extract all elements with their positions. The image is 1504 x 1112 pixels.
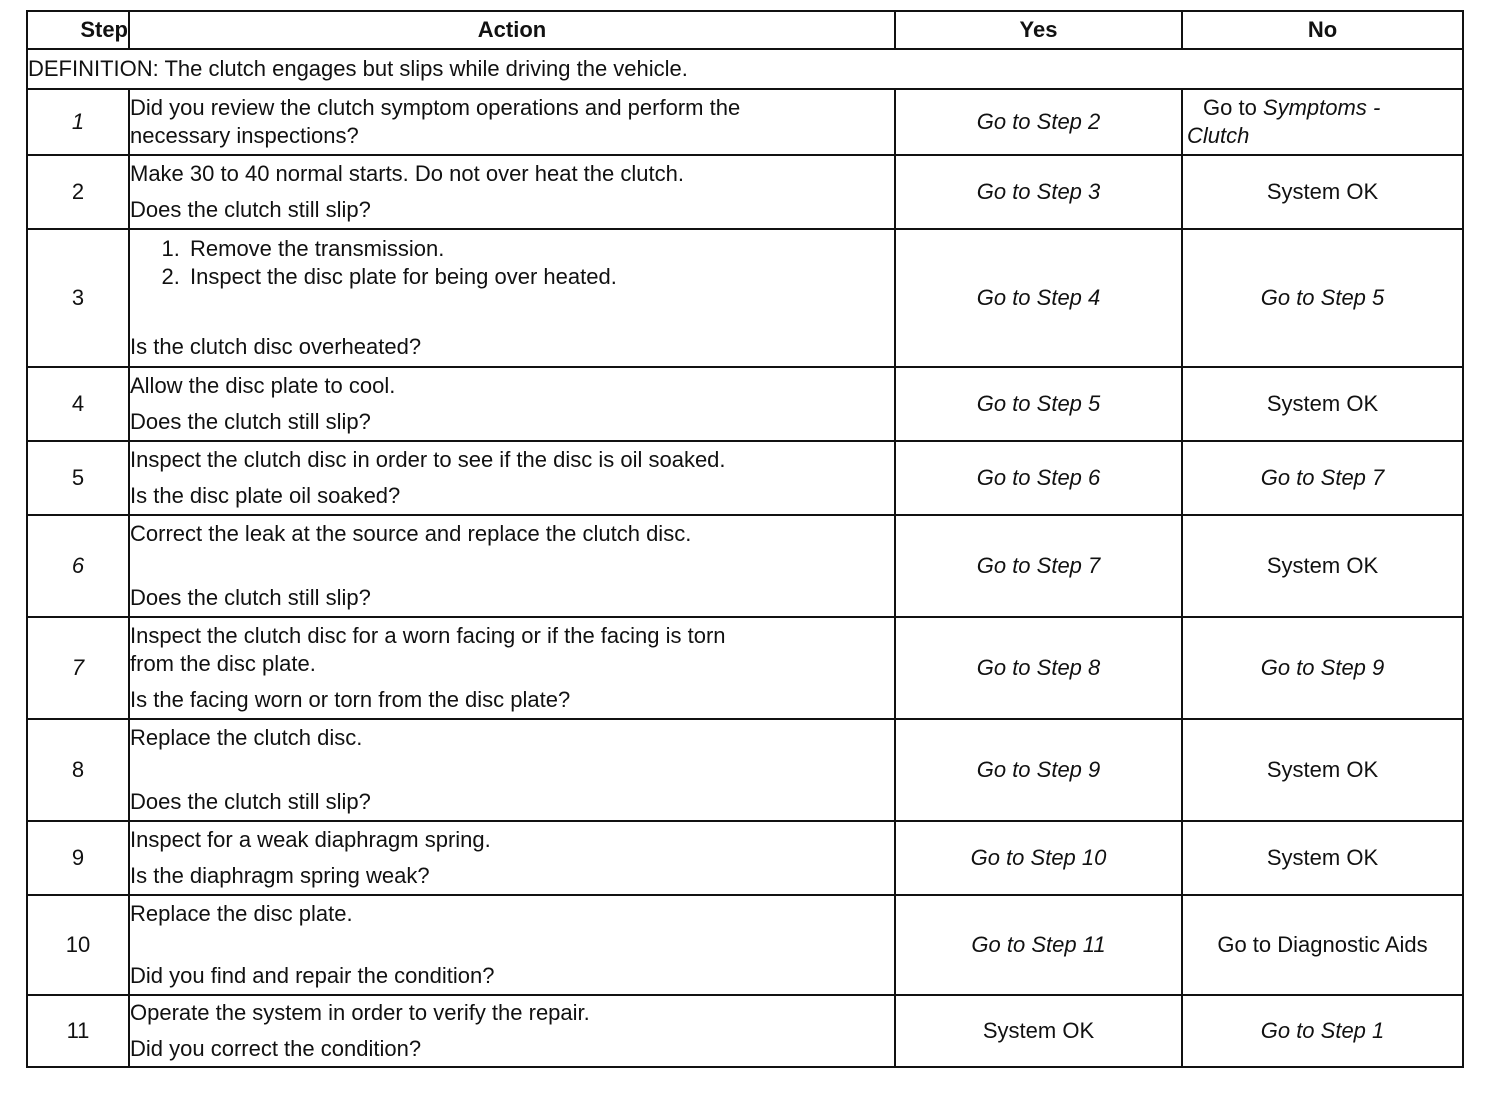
question-text: Did you find and repair the condition? xyxy=(130,963,495,988)
header-no: No xyxy=(1182,11,1463,49)
action-text: Inspect for a weak diaphragm spring. xyxy=(130,827,491,852)
step-number: 9 xyxy=(27,821,129,895)
question-text: Does the clutch still slip? xyxy=(130,585,371,610)
no-result: System OK xyxy=(1182,155,1463,229)
table-row xyxy=(27,617,1463,719)
table-row xyxy=(27,441,1463,515)
action-text: Correct the leak at the source and replace the clutch disc. xyxy=(130,521,692,546)
yes-result: Go to Step 4 xyxy=(895,229,1182,367)
action-cell xyxy=(129,89,895,155)
table-row xyxy=(27,155,1463,229)
no-result: Go to Diagnostic Aids xyxy=(1182,895,1463,995)
no-result: Go to Step 1 xyxy=(1182,995,1463,1067)
no-prefix: Go to xyxy=(1203,95,1263,120)
table-row xyxy=(27,515,1463,617)
step-number: 6 xyxy=(27,515,129,617)
no-result: System OK xyxy=(1182,719,1463,821)
table-row xyxy=(27,229,1463,367)
list-item: 2. Inspect the disc plate for being over heated. xyxy=(186,263,894,291)
action-cell xyxy=(129,895,895,995)
action-text: Inspect the clutch disc for a worn facing or if the facing is torn xyxy=(130,623,726,648)
yes-result: System OK xyxy=(895,995,1182,1067)
table-row xyxy=(27,89,1463,155)
question-text: Did you correct the condition? xyxy=(130,1036,422,1061)
step-number: 2 xyxy=(27,155,129,229)
definition-row xyxy=(27,49,1463,89)
question-text: Does the clutch still slip? xyxy=(130,789,371,814)
action-cell xyxy=(129,821,895,895)
action-cell xyxy=(129,441,895,515)
action-text: Replace the disc plate. xyxy=(130,901,353,926)
no-result: Go to Step 5 xyxy=(1182,229,1463,367)
yes-result: Go to Step 3 xyxy=(895,155,1182,229)
yes-result: Go to Step 2 xyxy=(895,89,1182,155)
definition-text: DEFINITION: The clutch engages but slips while driving the vehicle. xyxy=(27,49,1463,89)
step-number: 11 xyxy=(27,995,129,1067)
action-cell xyxy=(129,719,895,821)
action-text: Allow the disc plate to cool. xyxy=(130,373,396,398)
table-row xyxy=(27,995,1463,1067)
yes-result: Go to Step 9 xyxy=(895,719,1182,821)
action-cell xyxy=(129,155,895,229)
question-text: Does the clutch still slip? xyxy=(130,409,371,434)
step-number: 1 xyxy=(27,89,129,155)
question-text: Is the disc plate oil soaked? xyxy=(130,483,401,508)
question-text: Is the clutch disc overheated? xyxy=(130,334,422,359)
question-text: Is the facing worn or torn from the disc plate? xyxy=(130,687,571,712)
action-text: Replace the clutch disc. xyxy=(130,725,363,750)
no-result: System OK xyxy=(1182,515,1463,617)
step-number: 7 xyxy=(27,617,129,719)
action-text: Make 30 to 40 normal starts. Do not over heat the clutch. xyxy=(130,161,684,186)
header-row xyxy=(27,11,1463,49)
yes-result: Go to Step 6 xyxy=(895,441,1182,515)
no-link-text: Symptoms - xyxy=(1262,95,1381,120)
action-cell xyxy=(129,229,895,367)
table-row xyxy=(27,821,1463,895)
yes-result: Go to Step 5 xyxy=(895,367,1182,441)
yes-result: Go to Step 8 xyxy=(895,617,1182,719)
numbered-list xyxy=(130,235,894,291)
no-result: Go to Step 9 xyxy=(1182,617,1463,719)
step-number: 5 xyxy=(27,441,129,515)
table-row xyxy=(27,367,1463,441)
no-result: Go to Step 7 xyxy=(1182,441,1463,515)
step-number: 4 xyxy=(27,367,129,441)
action-text: necessary inspections? xyxy=(130,123,359,148)
header-action: Action xyxy=(129,11,895,49)
question-text: Is the diaphragm spring weak? xyxy=(130,863,430,888)
action-text: Inspect the clutch disc in order to see if the disc is oil soaked. xyxy=(130,447,726,472)
question-text: Does the clutch still slip? xyxy=(130,197,371,222)
no-link-text-2: Clutch xyxy=(1187,123,1250,148)
step-number: 10 xyxy=(27,895,129,995)
yes-result: Go to Step 10 xyxy=(895,821,1182,895)
table-row xyxy=(27,719,1463,821)
step-number: 8 xyxy=(27,719,129,821)
action-cell xyxy=(129,617,895,719)
yes-result: Go to Step 7 xyxy=(895,515,1182,617)
header-step: Step xyxy=(27,11,129,49)
yes-result: Go to Step 11 xyxy=(895,895,1182,995)
action-text: from the disc plate. xyxy=(130,651,316,676)
diagnostic-table xyxy=(26,10,1464,1068)
no-result: System OK xyxy=(1182,821,1463,895)
action-cell xyxy=(129,367,895,441)
no-result xyxy=(1182,89,1463,155)
header-yes: Yes xyxy=(895,11,1182,49)
action-text: Did you review the clutch symptom operations and perform the xyxy=(130,95,741,120)
table-row xyxy=(27,895,1463,995)
action-text: Operate the system in order to verify the repair. xyxy=(130,1000,590,1025)
step-number: 3 xyxy=(27,229,129,367)
list-item: 1. Remove the transmission. xyxy=(186,235,894,263)
action-cell xyxy=(129,515,895,617)
no-result: System OK xyxy=(1182,367,1463,441)
action-cell xyxy=(129,995,895,1067)
